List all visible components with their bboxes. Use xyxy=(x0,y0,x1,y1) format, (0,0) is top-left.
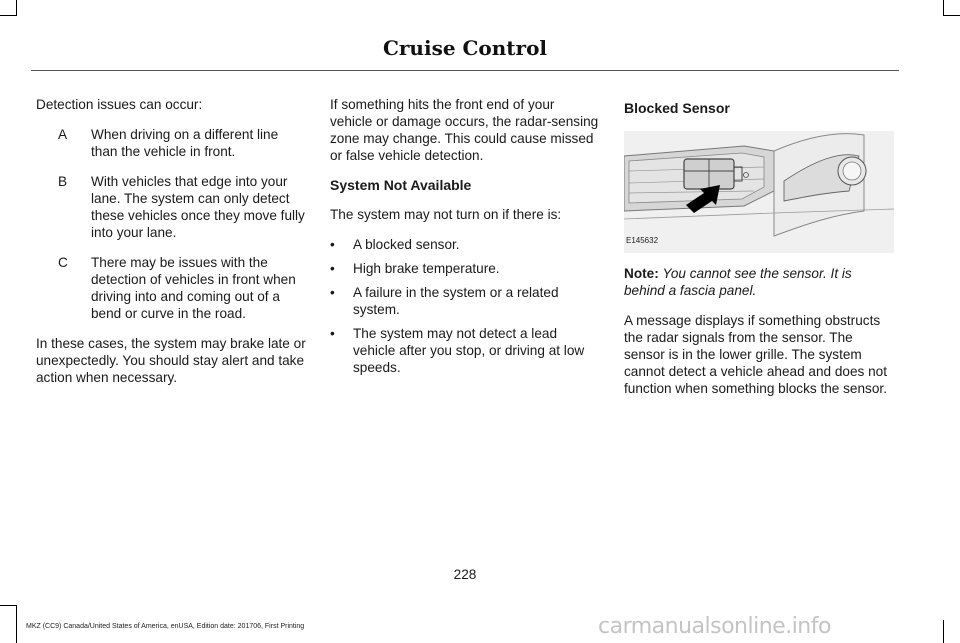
blocked-sensor-figure xyxy=(624,131,894,253)
item-letter: B xyxy=(58,174,68,189)
note-paragraph xyxy=(624,265,896,299)
figure-code: E145632 xyxy=(626,236,659,245)
crop-mark-top-right-h xyxy=(943,15,960,16)
crop-mark-top-left-v xyxy=(16,0,17,16)
letter-item xyxy=(36,126,306,160)
header-rule xyxy=(31,70,899,71)
note-label: Note: xyxy=(624,266,659,281)
list-item xyxy=(330,325,600,376)
crop-mark-bottom-left-v xyxy=(16,605,17,643)
crop-mark-bottom-left-h xyxy=(0,605,17,606)
list-item xyxy=(330,260,600,277)
letter-item xyxy=(36,173,306,241)
bullet-icon: • xyxy=(330,285,335,300)
list-item xyxy=(330,236,600,253)
middle-column xyxy=(330,96,600,383)
bullet-icon: • xyxy=(330,237,335,252)
item-text: When driving on a different line than the vehicle in front. xyxy=(91,127,279,159)
blocked-sensor-paragraph: A message displays if something obstructs the radar signals from the sensor. The sensor is in the lower grille. The system cannot detect a vehicle ahead and does not function when something blocks the sensor. xyxy=(624,313,888,396)
bullet-text: High brake temperature. xyxy=(353,261,500,276)
bullet-text: A failure in the system or a related system. xyxy=(353,285,559,317)
lead-text: The system may not turn on if there is: xyxy=(330,207,562,222)
watermark: carmanualsonline.info xyxy=(598,614,831,639)
detection-closing: In these cases, the system may brake late or unexpectedly. You should stay alert and take action when necessary. xyxy=(36,336,306,385)
section-heading-system-not-available: System Not Available xyxy=(330,177,472,193)
letter-item xyxy=(36,254,306,322)
item-letter: C xyxy=(58,255,68,270)
note-text: You cannot see the sensor. It is behind a fascia panel. xyxy=(624,266,852,298)
page-number: 228 xyxy=(453,567,477,582)
page-title: Cruise Control xyxy=(382,36,548,60)
item-letter: A xyxy=(58,127,68,142)
bullet-icon: • xyxy=(330,261,335,276)
bullet-list xyxy=(330,236,600,376)
item-text: There may be issues with the detection of vehicles in front when driving into and coming out of a bend or curve in the road. xyxy=(91,255,296,321)
detection-intro: Detection issues can occur: xyxy=(36,97,203,112)
bullet-icon: • xyxy=(330,326,335,341)
footer-edition-text: MKZ (CC9) Canada/United States of America, enUSA, Edition date: 201706, First Printing xyxy=(26,623,305,630)
bullet-text: The system may not detect a lead vehicle after you stop, or driving at low speeds. xyxy=(353,326,585,375)
radar-damage-paragraph: If something hits the front end of your vehicle or damage occurs, the radar-sensing zone may change. This could cause missed or false vehicle detection. xyxy=(330,97,599,163)
left-column xyxy=(36,96,306,399)
list-item xyxy=(330,284,600,318)
section-heading-blocked-sensor: Blocked Sensor xyxy=(624,100,730,116)
bullet-text: A blocked sensor. xyxy=(353,237,460,252)
crop-mark-bottom-right-v xyxy=(943,620,944,643)
crop-mark-top-left-h xyxy=(0,15,17,16)
front-bumper-sensor-illustration-icon xyxy=(624,131,894,253)
item-text: With vehicles that edge into your lane. The system can only detect these vehicles once they move fully into your lane. xyxy=(91,174,305,240)
right-column xyxy=(624,96,896,410)
crop-mark-top-right-v xyxy=(943,0,944,16)
